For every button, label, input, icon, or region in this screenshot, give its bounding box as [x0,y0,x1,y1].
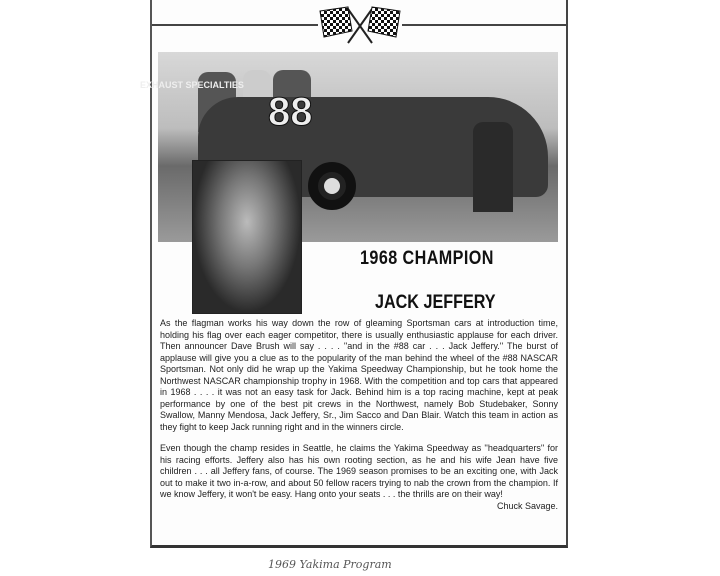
checkered-flags-icon [318,5,402,45]
handwritten-note: 1969 Yakima Program [268,558,392,571]
driver-name: JACK JEFFERY [375,292,496,313]
article-body [160,318,558,512]
signature: Chuck Savage. [496,500,558,511]
car-wheel [308,162,356,210]
headline: 1968 CHAMPION [360,248,494,269]
driver-portrait [192,160,302,314]
top-rule-right [402,24,566,26]
car-number: 88 [268,90,313,134]
driver [473,122,513,212]
paragraph: Even though the champ resides in Seattle, he claims the Yakima Speedway as ''headquarters'' for his racing efforts. Jeffery also has his own rooting section, as he and his wife Jean have five children . . . all Jeffery fans, of course. The 1969 season promises to be an exciting one, with Jack out to make it two in-a-row, and about 50 fellow racers trying to nab the crown from the champion. If we know Jeffery, it won't be easy. Hang onto your seats . . . the thrills are on their way! [160,443,558,499]
car-sponsor-text: EXHAUST SPECIALTIES [140,80,244,90]
paragraph: As the flagman works his way down the row of gleaming Sportsman cars at introduction time, holding his flag over each eager competitor, there is usually enthusiastic applause for each driver. Then announcer Dave Brush will say . . . . ''and in the #88 car . . . Jack Jeffery.'' The burst of applause will give you a clue as to the popularity of the man behind the wheel of the #88 NASCAR Sportsman. Not only did he wrap up the Yakima Speedway Championship, but he took home the Northwest NASCAR championship trophy in 1968. With the competition and top cars that appeared in 1968 . . . . it was not an easy task for Jack. Behind him is a top racing machine, kept at peak performance by one of the best pit crews in the Northwest, namely Bob Studebaker, Sonny Swallow, Manny Mendosa, Jack Jeffery, Sr., Jim Sacco and Dan Blair. Watch this team in action as they fight to keep Jack running right and in the winners circle. [160,318,558,432]
top-rule-left [152,24,318,26]
